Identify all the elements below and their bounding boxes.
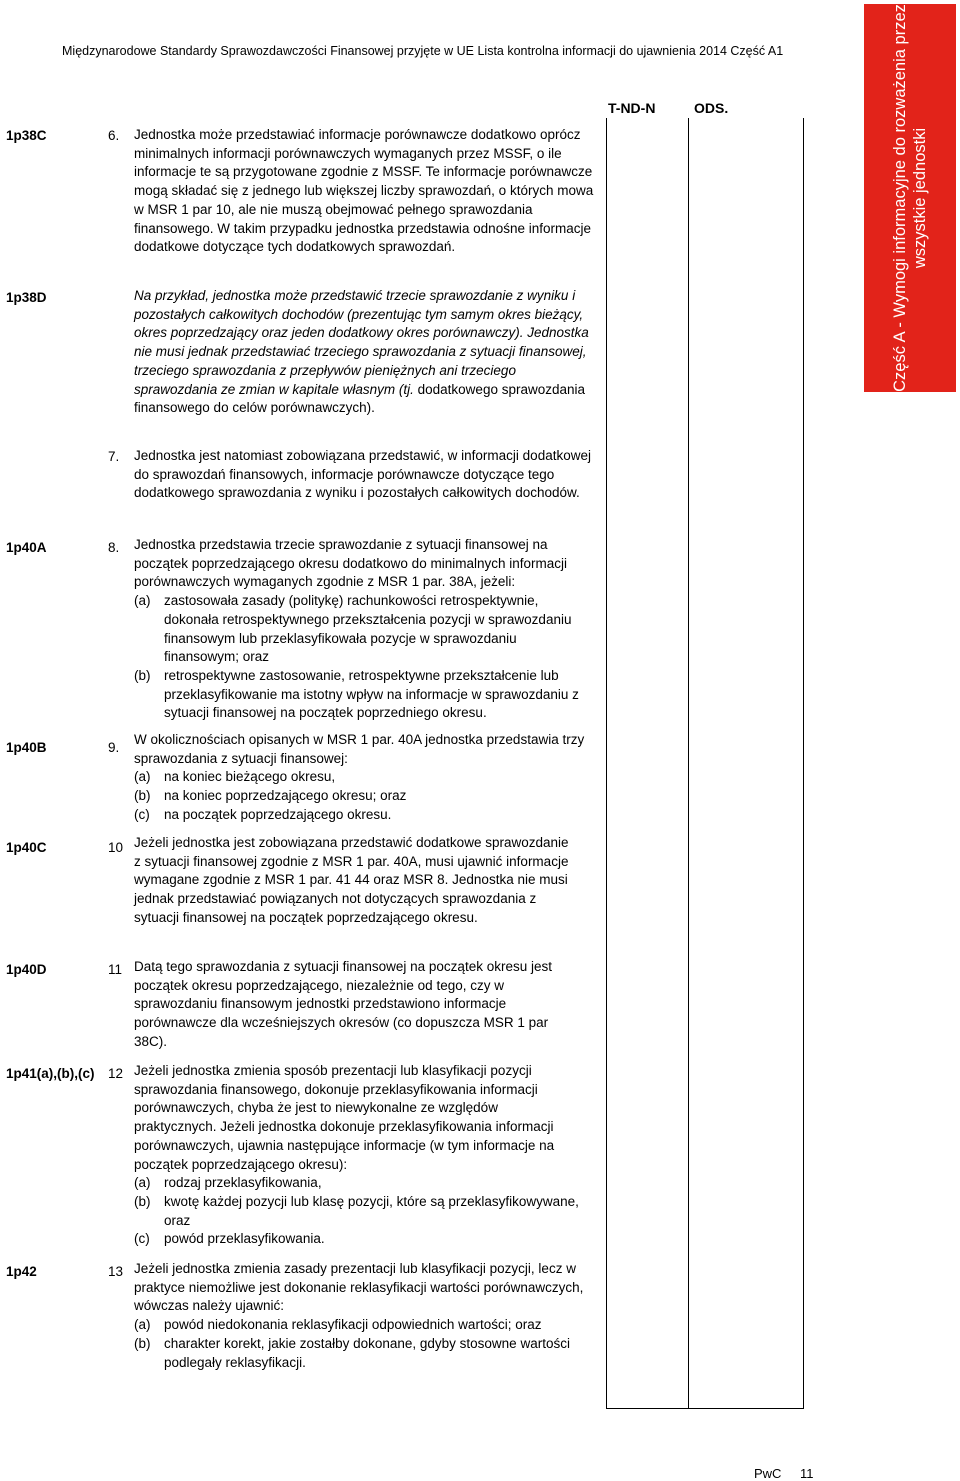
list-item-label: (a) <box>134 1175 151 1191</box>
reference-code: 1p38C <box>6 128 47 143</box>
reference-code: 1p40D <box>6 962 47 977</box>
grid-line-left <box>606 118 607 1408</box>
list-item <box>134 1174 579 1193</box>
reference-code: 1p40C <box>6 840 47 855</box>
paragraph-text: Jednostka może przedstawiać informacje porównawcze dodatkowo oprócz minimalnych informacji porównawczych wymaganych przez MSSF, o ile informacje te są przygotowane zgodnie z MSSF. Te informacje porównawcze mogą składać się z jednego lub większej liczby sprawozdań, o których mowa w MSR 1 par 10, ale nie muszą obejmować pełnego sprawozdania finansowego. W takim przypadku jednostka przedstawia odnośne informacje dodatkowe dotyczące tych dodatkowych sprawozdań. <box>134 127 594 255</box>
list-item-text: charakter korekt, jakie zostałby dokonane, gdyby stosowne wartości podlegały reklasyfikacji. <box>164 1335 570 1370</box>
column-header-tnd: T-ND-N <box>608 100 656 116</box>
list-item-label: (b) <box>134 667 151 683</box>
paragraph-block <box>134 536 594 723</box>
reference-code: 1p38D <box>6 290 47 305</box>
paragraph-text: Jednostka przedstawia trzecie sprawozdanie z sytuacji finansowej na początek poprzedzającego okresu dodatkowo do minimalnych informacji porównawczych wymaganych zgodnie z MSR 1 par. 38A, jeżeli: <box>134 537 567 590</box>
list-item-text: kwotę każdej pozycji lub klasę pozycji, które są przeklasyfikowywane, oraz <box>164 1193 579 1228</box>
paragraph-number: 7. <box>108 449 120 464</box>
paragraph-text: Datą tego sprawozdania z sytuacji finansowej na początek okresu jest początek okresu poprzedzającego, niezależnie od tego, czy w sprawozdaniu finansowym jednostki przedstawiono informacje porównawcze dla wcześniejszych okresów (co dopuszcza MSR 1 par 38C). <box>134 959 552 1049</box>
list-item-label: (b) <box>134 788 151 804</box>
example-normal-text: dodatkowego sprawozdania finansowego do celów porównawczych). <box>134 381 586 416</box>
list-item-label: (b) <box>134 1335 151 1351</box>
reference-code: 1p40B <box>6 740 47 755</box>
list-item <box>134 667 594 723</box>
example-italic-text: Na przykład, jednostka może przedstawić trzecie sprawozdanie z wyniku i pozostałych całkowitych dochodów (prezentując tym samym okres bieżący, okres poprzedzający oraz jeden dodatkowy okres porównawczy). Jednostka nie musi jednak przedstawiać trzeciego sprawozdania z sytuacji finansowej, trzeciego sprawozdania z przepływów pieniężnych ani trzeciego sprawozdania ze zmian w kapitale własnym (tj. <box>134 288 589 397</box>
side-section-line1: Część A - Wymogi informacyjne do rozważenia przez <box>891 4 909 392</box>
list-item-text: powód niedokonania reklasyfikacji odpowiednich wartości; oraz <box>164 1317 542 1333</box>
side-section-band <box>864 4 956 392</box>
list-item-label: (a) <box>134 1317 151 1333</box>
list-item-text: zastosowała zasady (politykę) rachunkowości retrospektywnie, dokonała retrospektywnego przekształcenia pozycji w sprawozdaniu finansowym lub przeklasyfikowała pozycje w sprawozdaniu finansowym; oraz <box>164 593 572 665</box>
paragraph-block <box>134 731 594 825</box>
column-header-ods: ODS. <box>694 100 729 116</box>
paragraph-text: W okolicznościach opisanych w MSR 1 par. 40A jednostka przedstawia trzy sprawozdania z sytuacji finansowej: <box>134 732 585 766</box>
paragraph-number: 6. <box>108 128 120 143</box>
list-item <box>134 1335 589 1372</box>
paragraph-number: 13 <box>108 1264 124 1279</box>
paragraph-block <box>134 1260 589 1372</box>
example-paragraph <box>134 287 594 418</box>
footer-brand: PwC <box>754 1466 782 1481</box>
paragraph-text: Jeżeli jednostka zmienia zasady prezentacji lub klasyfikacji pozycji, lecz w praktyce niemożliwe jest dokonanie reklasyfikacji wartości porównawczych, wówczas należy ujawnić: <box>134 1261 584 1314</box>
list-item-text: rodzaj przeklasyfikowania, <box>164 1175 322 1191</box>
paragraph-text: Jeżeli jednostka jest zobowiązana przedstawić dodatkowe sprawozdanie z sytuacji finansowej zgodnie z MSR 1 par. 40A, musi ujawnić informacje wymagane zgodnie z MSR 1 par. 41 44 oraz MSR 8. Jednostka nie musi jednak przedstawiać powiązanych not dotyczących sprawozdania z sytuacji finansowej na początek poprzedzającego okresu. <box>134 835 569 925</box>
list-item <box>134 806 594 825</box>
list-item-text: na koniec poprzedzającego okresu; oraz <box>164 788 407 804</box>
paragraph-number: 12 <box>108 1066 124 1081</box>
list-item <box>134 592 594 667</box>
paragraph-text: Jeżeli jednostka zmienia sposób prezentacji lub klasyfikacji pozycji sprawozdania finansowego, dokonuje przeklasyfikowania informacji porównawczych, chyba że jest to niewykonalne ze względów praktycznych. Jeżeli jednostka dokonuje przeklasyfikowania informacji porównawczych, ujawnia następujące informacje (w tym informacje na początek poprzedzającego okresu): <box>134 1063 555 1172</box>
list-item-text: na początek poprzedzającego okresu. <box>164 806 392 822</box>
grid-line-middle <box>688 118 689 1408</box>
list-item-text: retrospektywne zastosowanie, retrospektywne przekształcenie lub przeklasyfikowanie ma istotny wpływ na informacje w sprawozdaniu z sytuacji finansowej na początek poprzedniego okresu. <box>164 667 579 721</box>
list-item-label: (b) <box>134 1193 151 1209</box>
list-item <box>134 1230 579 1249</box>
paragraph-number: 10 <box>108 840 124 855</box>
grid-bottom-line <box>606 1408 804 1409</box>
list-item <box>134 1316 589 1335</box>
paragraph-text: Jednostka jest natomiast zobowiązana przedstawić, w informacji dodatkowej do sprawozdań finansowych, informacje porównawcze dotyczące tego dodatkowego sprawozdania z wyniku i pozostałych całkowitych dochodów. <box>134 448 591 501</box>
side-section-line2: wszystkie jednostki <box>911 127 929 269</box>
paragraph-number: 8. <box>108 540 120 555</box>
grid-line-right <box>803 118 804 1408</box>
list-item-text: powód przeklasyfikowania. <box>164 1231 325 1247</box>
paragraph-block <box>134 1062 579 1249</box>
list-item-label: (a) <box>134 769 151 785</box>
paragraph-number: 11 <box>108 962 123 977</box>
list-item <box>134 787 594 806</box>
page-header: Międzynarodowe Standardy Sprawozdawczości Finansowej przyjęte w UE Lista kontrolna informacji do ujawnienia 2014 Część A1 <box>62 44 784 58</box>
list-item-label: (c) <box>134 1231 150 1247</box>
list-item-label: (c) <box>134 806 150 822</box>
list-item <box>134 768 594 787</box>
paragraph-number: 9. <box>108 740 120 755</box>
reference-code: 1p41(a),(b),(c) <box>6 1066 95 1081</box>
page-number: 11 <box>800 1466 814 1481</box>
side-section-label <box>864 4 956 392</box>
list-item-label: (a) <box>134 593 151 609</box>
list-item <box>134 1193 579 1230</box>
list-item-text: na koniec bieżącego okresu, <box>164 769 336 785</box>
reference-code: 1p42 <box>6 1264 37 1279</box>
reference-code: 1p40A <box>6 540 47 555</box>
